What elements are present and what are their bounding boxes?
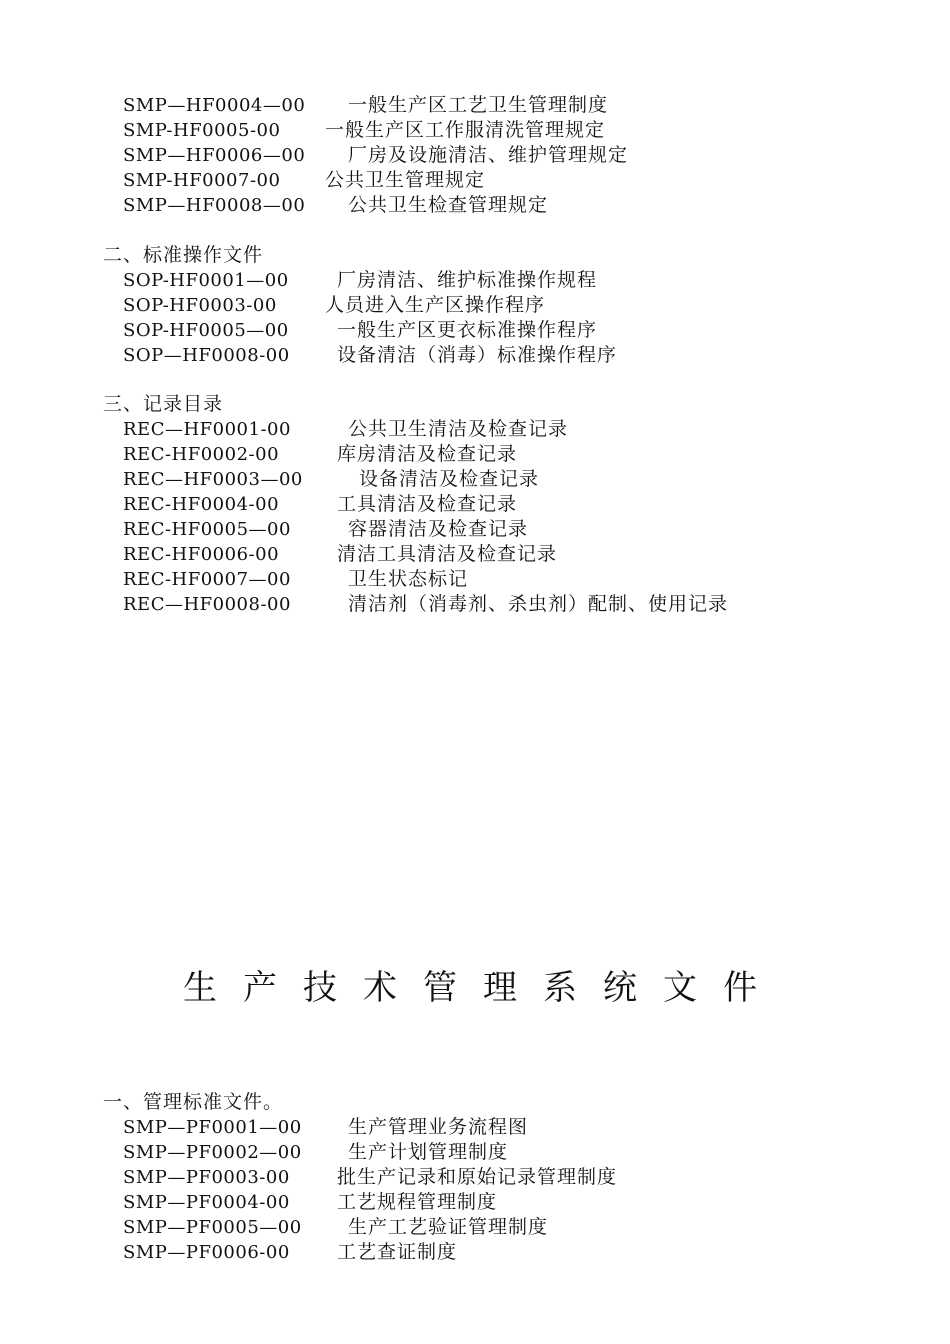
section-heading-sop: 二、标准操作文件	[103, 244, 264, 266]
doc-code: SMP—PF0003-00	[123, 1167, 290, 1188]
doc-code: SMP—PF0002—00	[123, 1142, 302, 1163]
doc-title: 一般生产区工艺卫生管理制度	[348, 94, 609, 116]
doc-title: 工具清洁及检查记录	[337, 493, 518, 515]
doc-title: 公共卫生管理规定	[325, 169, 486, 191]
doc-title: 人员进入生产区操作程序	[325, 294, 546, 316]
doc-code: SOP-HF0003-00	[123, 295, 277, 316]
doc-code: SMP—PF0005—00	[123, 1217, 302, 1238]
doc-title: 设备清洁及检查记录	[359, 468, 540, 490]
doc-title: 一般生产区更衣标准操作程序	[337, 319, 598, 341]
doc-code: REC—HF0003—00	[123, 469, 303, 490]
doc-code: SOP-HF0005—00	[123, 320, 289, 341]
doc-title: 公共卫生检查管理规定	[348, 194, 549, 216]
doc-title: 清洁工具清洁及检查记录	[337, 543, 558, 565]
doc-code: SMP—PF0006-00	[123, 1242, 290, 1263]
doc-title: 生产管理业务流程图	[348, 1116, 529, 1138]
doc-title: 库房清洁及检查记录	[337, 443, 518, 465]
doc-code: REC-HF0005—00	[123, 519, 291, 540]
doc-code: SOP-HF0001—00	[123, 270, 289, 291]
doc-code: SMP—PF0004-00	[123, 1192, 290, 1213]
doc-code: REC-HF0002-00	[123, 444, 280, 465]
doc-title: 厂房及设施清洁、维护管理规定	[348, 144, 629, 166]
doc-code: SMP—HF0006—00	[123, 145, 306, 166]
doc-title: 厂房清洁、维护标准操作规程	[337, 269, 598, 291]
section-heading-pf-mgmt: 一、管理标准文件。	[103, 1091, 284, 1113]
doc-code: REC-HF0006-00	[123, 544, 280, 565]
doc-code: SMP-HF0005-00	[123, 120, 281, 141]
system-title: 生产技术管理系统文件	[183, 968, 783, 1008]
doc-title: 设备清洁（消毒）标准操作程序	[337, 344, 618, 366]
doc-code: REC—HF0008-00	[123, 594, 291, 615]
doc-title: 工艺查证制度	[337, 1241, 458, 1263]
doc-title: 清洁剂（消毒剂、杀虫剂）配制、使用记录	[348, 593, 729, 615]
doc-title: 一般生产区工作服清洗管理规定	[325, 119, 606, 141]
doc-title: 生产工艺验证管理制度	[348, 1216, 549, 1238]
doc-code: SMP—HF0004—00	[123, 95, 306, 116]
doc-code: REC-HF0004-00	[123, 494, 280, 515]
doc-code: SMP—HF0008—00	[123, 195, 306, 216]
doc-code: REC—HF0001-00	[123, 419, 291, 440]
doc-code: REC-HF0007—00	[123, 569, 291, 590]
doc-code: SMP-HF0007-00	[123, 170, 281, 191]
doc-title: 生产计划管理制度	[348, 1141, 509, 1163]
doc-title: 批生产记录和原始记录管理制度	[337, 1166, 618, 1188]
doc-title: 卫生状态标记	[348, 568, 469, 590]
section-heading-records: 三、记录目录	[103, 393, 224, 415]
doc-title: 工艺规程管理制度	[337, 1191, 498, 1213]
doc-title: 公共卫生清洁及检查记录	[348, 418, 569, 440]
doc-title: 容器清洁及检查记录	[348, 518, 529, 540]
doc-code: SOP—HF0008-00	[123, 345, 290, 366]
doc-code: SMP—PF0001—00	[123, 1117, 302, 1138]
